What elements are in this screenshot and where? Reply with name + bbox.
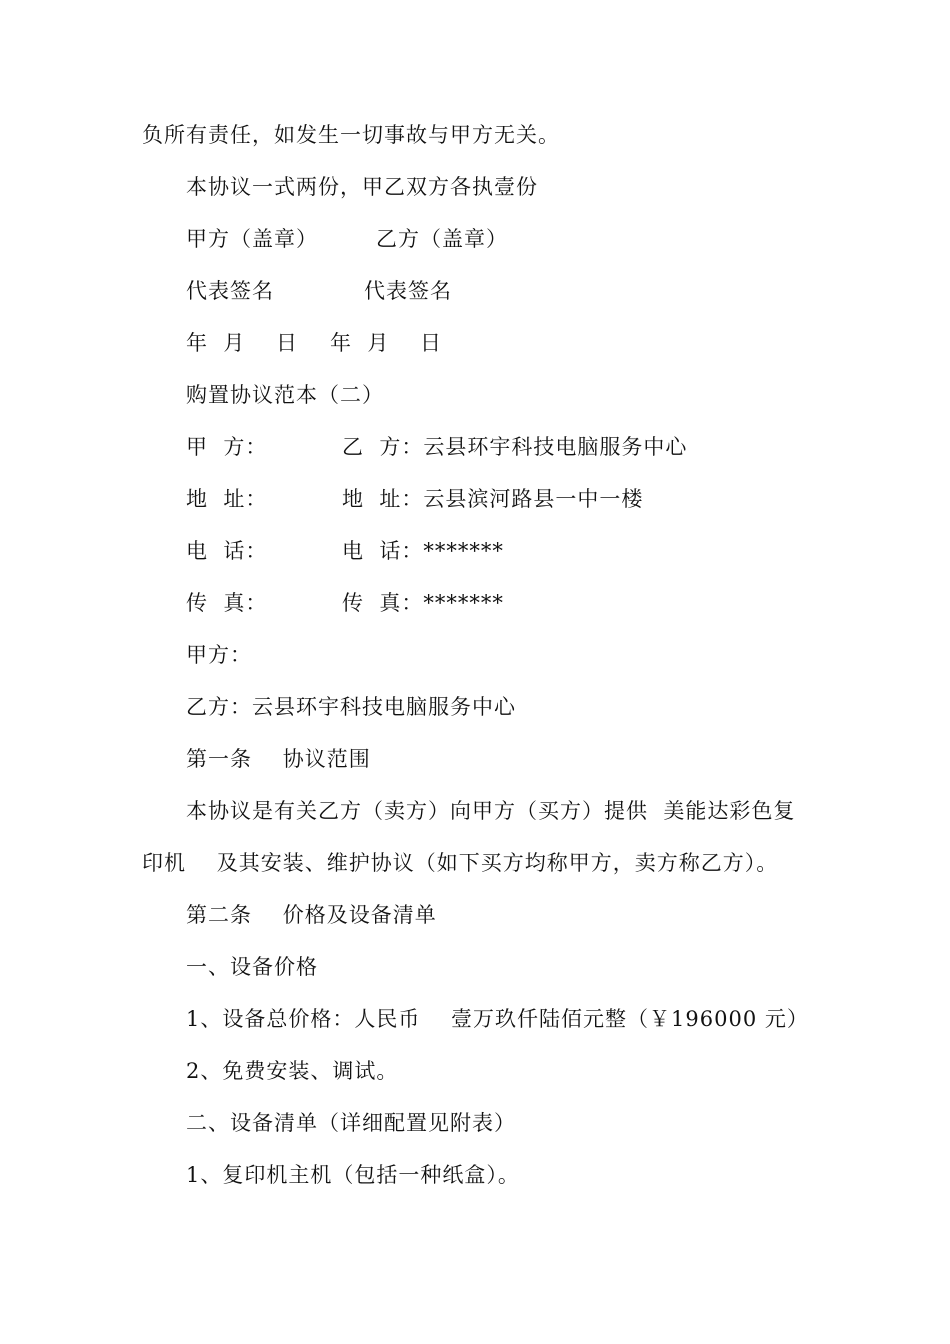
party-a-date: 年 月 日 — [186, 331, 299, 355]
info-row-left: 电 话： — [186, 539, 268, 563]
info-row-right: 乙 方：云县环宇科技电脑服务中心 — [342, 435, 688, 459]
text-line: 本协议一式两份，甲乙双方各执壹份 — [186, 175, 538, 199]
article1-body: 印机 及其安装、维护协议（如下买方均称甲方，卖方称乙方）。 — [142, 851, 779, 875]
party-a-rep: 代表签名 — [186, 279, 274, 303]
article1-heading: 第一条 协议范围 — [186, 747, 371, 771]
info-row-left: 地 址： — [186, 487, 268, 511]
item-price: 1、设备总价格：人民币 壹万玖仟陆佰元整（￥196000 元） — [186, 1007, 809, 1031]
template-title: 购置协议范本（二） — [186, 383, 384, 407]
section1-heading: 一、设备价格 — [186, 955, 318, 979]
party-b-seal: 乙方（盖章） — [376, 227, 508, 251]
section2-heading: 二、设备清单（详细配置见附表） — [186, 1111, 516, 1135]
info-row-right: 电 话：******* — [342, 539, 504, 563]
article2-heading: 第二条 价格及设备清单 — [186, 903, 437, 927]
party-a-seal: 甲方（盖章） — [186, 227, 318, 251]
party-b-rep: 代表签名 — [364, 279, 452, 303]
info-row-right: 地 址：云县滨河路县一中一楼 — [342, 487, 644, 511]
party-b-line: 乙方：云县环宇科技电脑服务中心 — [186, 695, 516, 719]
info-row-left: 传 真： — [186, 591, 268, 615]
party-b-date: 年 月 日 — [330, 331, 443, 355]
info-row-left: 甲 方： — [186, 435, 268, 459]
item-install: 2、免费安装、调试。 — [186, 1059, 399, 1083]
party-a-line: 甲方： — [186, 643, 252, 667]
article1-body: 本协议是有关乙方（卖方）向甲方（买方）提供 美能达彩色复 — [186, 799, 796, 823]
item-main-unit: 1、复印机主机（包括一种纸盒）。 — [186, 1163, 520, 1187]
text-line: 负所有责任，如发生一切事故与甲方无关。 — [142, 123, 560, 147]
info-row-right: 传 真：******* — [342, 591, 504, 615]
